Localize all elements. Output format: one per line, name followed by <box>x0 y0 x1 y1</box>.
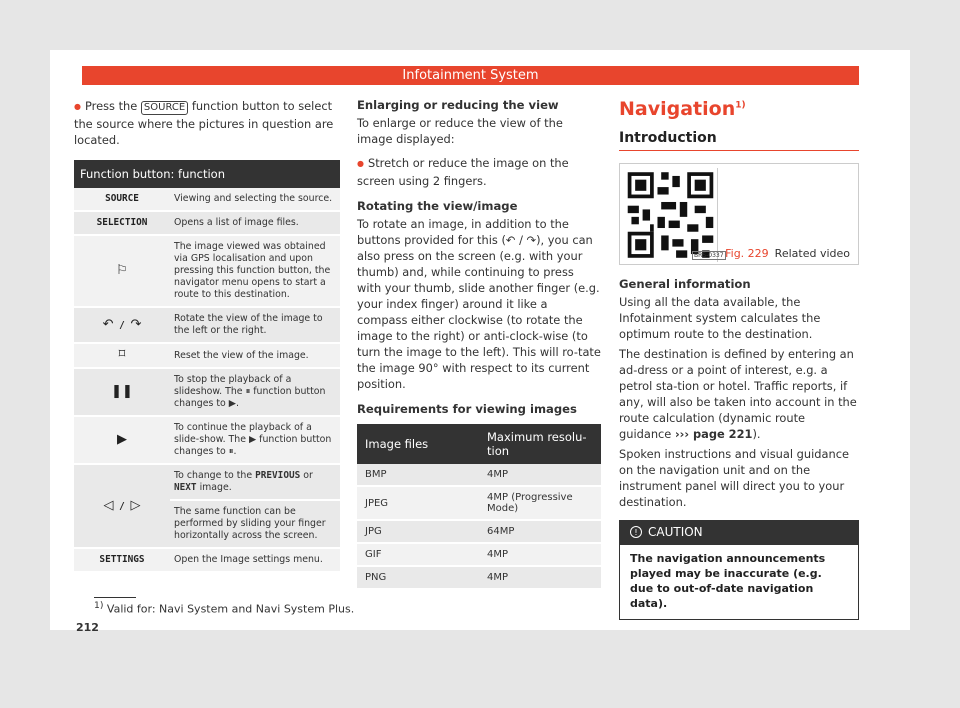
rotate-text: To rotate an image, in addition to the buttons provided for this (↶ / ↷), you can also press on the screen (e.g. with your thumb) and, while continuing to press with your thumb, slide another finger (e.g. your index finger) around it like a compass either clockwise (to rotate the image to the right) or anti-clock-wise (to turn the image to the left). This will ro-tate the image 90° with respect to its current position. <box>357 217 601 391</box>
pause-icon: ❚❚ <box>111 383 133 399</box>
previous-icon: ◁ <box>103 497 114 513</box>
table-row: SELECTION Opens a list of image files. <box>74 211 340 235</box>
pause-icon: ⏸ <box>245 386 251 397</box>
column-2 <box>357 98 601 590</box>
play-icon: ▶ <box>248 434 257 445</box>
column-3 <box>619 98 859 620</box>
caution-label: CAUTION <box>648 525 703 539</box>
page-number: 212 <box>76 621 99 634</box>
reset-view-icon: ⌑ <box>118 347 126 362</box>
pause-icon: ⏸ <box>228 446 234 457</box>
play-icon: ▶ <box>117 431 127 447</box>
footnote-divider <box>94 597 136 598</box>
rotate-right-icon: ↷ <box>130 316 142 332</box>
figure-id: BRS-0337 <box>694 252 724 259</box>
table-row: ◁ / ▷ To change to the PREVIOUS or NEXT image. <box>74 464 340 500</box>
next-icon: ▷ <box>130 497 141 513</box>
table-row: ⚐ The image viewed was obtained via GPS localisation and upon pressing this function button, the navigator menu opens to start a route to this destination. <box>74 235 340 307</box>
table-row: SETTINGS Open the Image settings menu. <box>74 548 340 572</box>
table-row: ↶ / ↷ Rotate the view of the image to the left or the right. <box>74 307 340 343</box>
footnote: $^{1)}$ Valid for: Navi System and Navi System Plus. <box>94 600 355 616</box>
warning-icon: ! <box>630 526 642 538</box>
qr-code-icon[interactable] <box>624 168 718 262</box>
figure-229[interactable] <box>619 163 859 265</box>
general-info-p3: Spoken instructions and visual guidance on the navigation unit and on the instrument panel will direct you to your destination. <box>619 447 849 509</box>
table-row: ▶ To continue the playback of a slide-show. The ▶ function button changes to ⏸. <box>74 416 340 464</box>
function-table-heading: Function button: function <box>74 160 340 188</box>
flag-icon: ⚐ <box>116 262 128 278</box>
table-row: The same function can be performed by sliding your finger horizontally across the screen. <box>74 500 340 548</box>
source-instruction: ● Press the SOURCE function button to select the source where the pictures in question are located. <box>74 98 340 148</box>
play-icon: ▶ <box>228 398 236 409</box>
table-row: PNG 4MP <box>357 566 601 589</box>
stretch-bullet: ● Stretch or reduce the image on the screen using 2 fingers. <box>357 155 601 189</box>
enlarge-heading: Enlarging or reducing the view <box>357 98 559 112</box>
function-table <box>74 160 340 573</box>
table-row: BMP 4MP <box>357 464 601 486</box>
figure-caption: Fig. 229 Related video <box>725 247 850 260</box>
requirements-heading: Requirements for viewing images <box>357 402 577 416</box>
table-row: JPEG 4MP (Progressive Mode) <box>357 486 601 520</box>
table-row: ❚❚ To stop the playback of a slideshow. The ⏸ function button changes to ▶. <box>74 368 340 416</box>
table-row: ⌑ Reset the view of the image. <box>74 343 340 368</box>
caution-text: The navigation announcements played may be inaccurate (e.g. due to out-of-date navigation data). <box>630 552 826 610</box>
table-row: SOURCE Viewing and selecting the source. <box>74 188 340 211</box>
rotate-left-icon: ↶ <box>102 316 114 332</box>
rotate-left-icon: ↶ <box>505 233 516 247</box>
general-info-p1: Using all the data available, the Infotainment system calculates the optimum route to the destination. <box>619 295 821 341</box>
caution-box <box>619 520 859 620</box>
navigation-title: Navigation$^{1)}$ <box>619 98 746 120</box>
rotate-heading: Rotating the view/image <box>357 199 518 213</box>
source-key: SOURCE <box>141 101 188 115</box>
general-info-heading: General information <box>619 277 751 291</box>
introduction-heading: Introduction <box>619 130 859 151</box>
rotate-right-icon: ↷ <box>526 233 537 247</box>
requirements-table: Image files Maximum resolu-tion BMP 4MP JPEG 4MP (Progressive Mode) JPG 64MP GIF 4MP PNG 4MP <box>357 424 601 590</box>
enlarge-text: To enlarge or reduce the view of the image displayed: <box>357 116 563 146</box>
page-link[interactable]: ››› page 221 <box>674 427 753 441</box>
table-row: GIF 4MP <box>357 543 601 566</box>
page-header: Infotainment System <box>82 66 859 85</box>
table-row: JPG 64MP <box>357 520 601 543</box>
general-info-p2: The destination is defined by entering an ad-dress or a point of interest, e.g. a petrol sta-tion or hotel. Traffic reports, if any, will also be taken into account in the route calculation (dynamic route guidance ››› page 221). <box>619 347 857 441</box>
column-1 <box>74 98 340 573</box>
